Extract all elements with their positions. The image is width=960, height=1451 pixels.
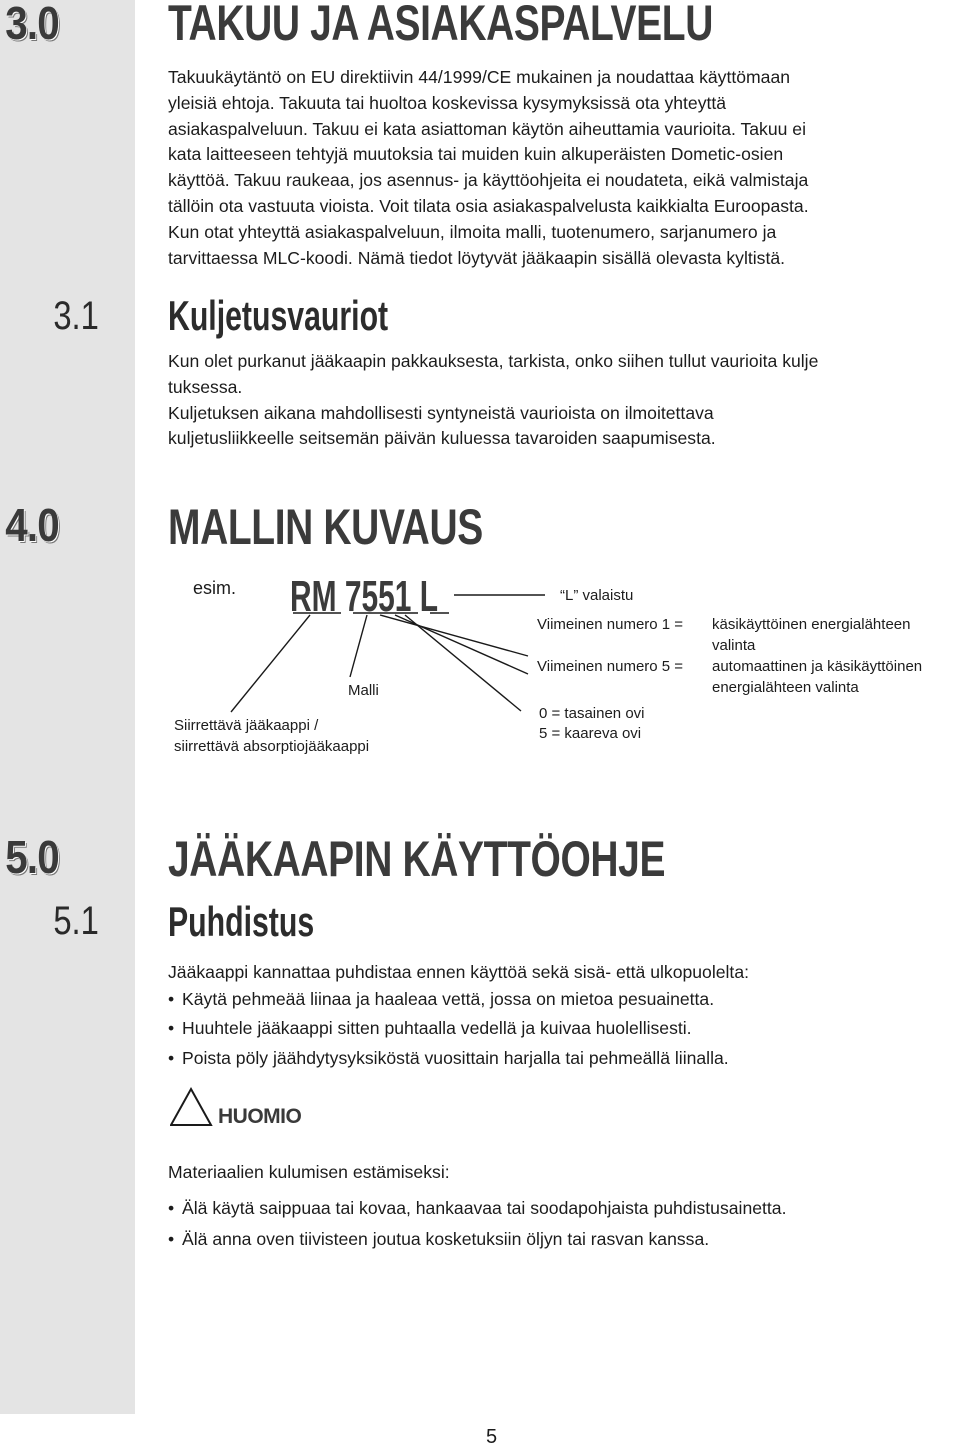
last-digit-5-label: Viimeinen numero 5 = (537, 658, 684, 675)
example-label: esim. (193, 578, 237, 598)
text-line: Kun olet purkanut jääkaapin pakkauksesta, tarkista, onko siihen tullut vaurioita kulje (168, 351, 819, 371)
section-title-warranty: TAKUU JA ASIAKASPALVELU (168, 0, 714, 51)
list-item: • Poista pöly jäähdytysyksiköstä vuosittain harjalla tai pehmeällä liinalla. (168, 1046, 948, 1070)
list-item: • Älä käytä saippuaa tai kovaa, hankaavaa tai soodapohjaista puhdistusainetta. (168, 1196, 948, 1220)
list-item: • Huuhtele jääkaappi sitten puhtaalla vedellä ja kuivaa huolellisesti. (168, 1016, 948, 1040)
text-line: kata laitteeseen tehtyjä muutoksia tai muiden kuin alkuperäisten Dometic-osien (168, 144, 784, 165)
section-title-cleaning: Puhdistus (168, 898, 315, 945)
last-digit-5-value-cont: energialähteen valinta (712, 679, 859, 696)
text-line: tällöin ota vastuuta vioista. Voit tilata osia asiakaspalvelusta kaikkialta Euroopasta. (168, 195, 809, 216)
page-number: 5 (486, 1426, 498, 1448)
l-lighting-label: “L” valaistu (560, 587, 634, 604)
text-line: asiakaspalveluun. Takuu ei kata asiattoman käytön aiheuttamia vaurioita. Takuu ei (168, 118, 807, 139)
last-digit-1-value: käsikäyttöinen energialähteen (712, 616, 911, 633)
section-number-5-0: 5.0 (5, 831, 59, 883)
warning-triangle-icon (170, 1086, 214, 1128)
appliance-type-label-cont: siirrettävä absorptiojääkaappi (174, 738, 370, 755)
cleaning-list (168, 987, 948, 1070)
text-line: yleisiä ehtoja. Takuuta tai huoltoa koskevissa kysymyksissä ota yhteyttä (168, 92, 727, 113)
text-line: Takuukäytäntö on EU direktiivin 44/1999/CE mukainen ja noudattaa käyttömaan (168, 67, 791, 87)
section-title-transport-damage: Kuljetusvauriot (168, 292, 389, 339)
model-code: RM 7551 L (290, 572, 438, 621)
text-line: tuksessa. (168, 376, 243, 397)
section-title-user-instructions: JÄÄKAAPIN KÄYTTÖOHJE (168, 831, 666, 887)
text-line: Kuljetuksen aikana mahdollisesti syntyneistä vaurioista on ilmoitettava (168, 402, 714, 423)
list-item: • Älä anna oven tiivisteen joutua kosketuksiin öljyn tai rasvan kanssa. (168, 1227, 948, 1251)
text-line: tarvittaessa MLC-koodi. Nämä tiedot löytyvät jääkaapin sisällä olevasta kyltistä. (168, 247, 786, 268)
wear-list (168, 1196, 948, 1251)
section-number-5-1: 5.1 (53, 899, 99, 943)
last-digit-5-value: automaattinen ja käsikäyttöinen (712, 658, 923, 675)
section-number-3-1: 3.1 (53, 294, 99, 338)
section-title-model-description: MALLIN KUVAUS (168, 499, 483, 555)
model-label: Malli (348, 682, 379, 699)
warning-label: HUOMIO (218, 1105, 302, 1128)
wear-intro: Materiaalien kulumisen estämiseksi: (168, 1162, 450, 1182)
appliance-type-label: Siirrettävä jääkaappi / (174, 717, 319, 734)
text-line: Kun otat yhteyttä asiakaspalveluun, ilmoita malli, tuotenumero, sarjanumero ja (168, 221, 777, 242)
door-type-5: 5 = kaareva ovi (539, 725, 642, 742)
list-item: • Käytä pehmeää liinaa ja haaleaa vettä, jossa on mietoa pesuainetta. (168, 987, 948, 1011)
text-line: käyttöä. Takuu raukeaa, jos asennus- ja käyttöohjeita ei noudateta, eikä valmistaja (168, 170, 809, 191)
section-number-4-0: 4.0 (5, 499, 59, 551)
last-digit-1-label: Viimeinen numero 1 = (537, 616, 684, 633)
cleaning-intro: Jääkaappi kannattaa puhdistaa ennen käyttöä sekä sisä- että ulkopuolelta: (168, 962, 749, 982)
door-type-0: 0 = tasainen ovi (539, 705, 645, 722)
text-line: kuljetusliikkeelle seitsemän päivän kuluessa tavaroiden saapumisesta. (168, 428, 716, 449)
section-number-3-0: 3.0 (5, 0, 59, 49)
last-digit-1-value-cont: valinta (712, 637, 756, 654)
